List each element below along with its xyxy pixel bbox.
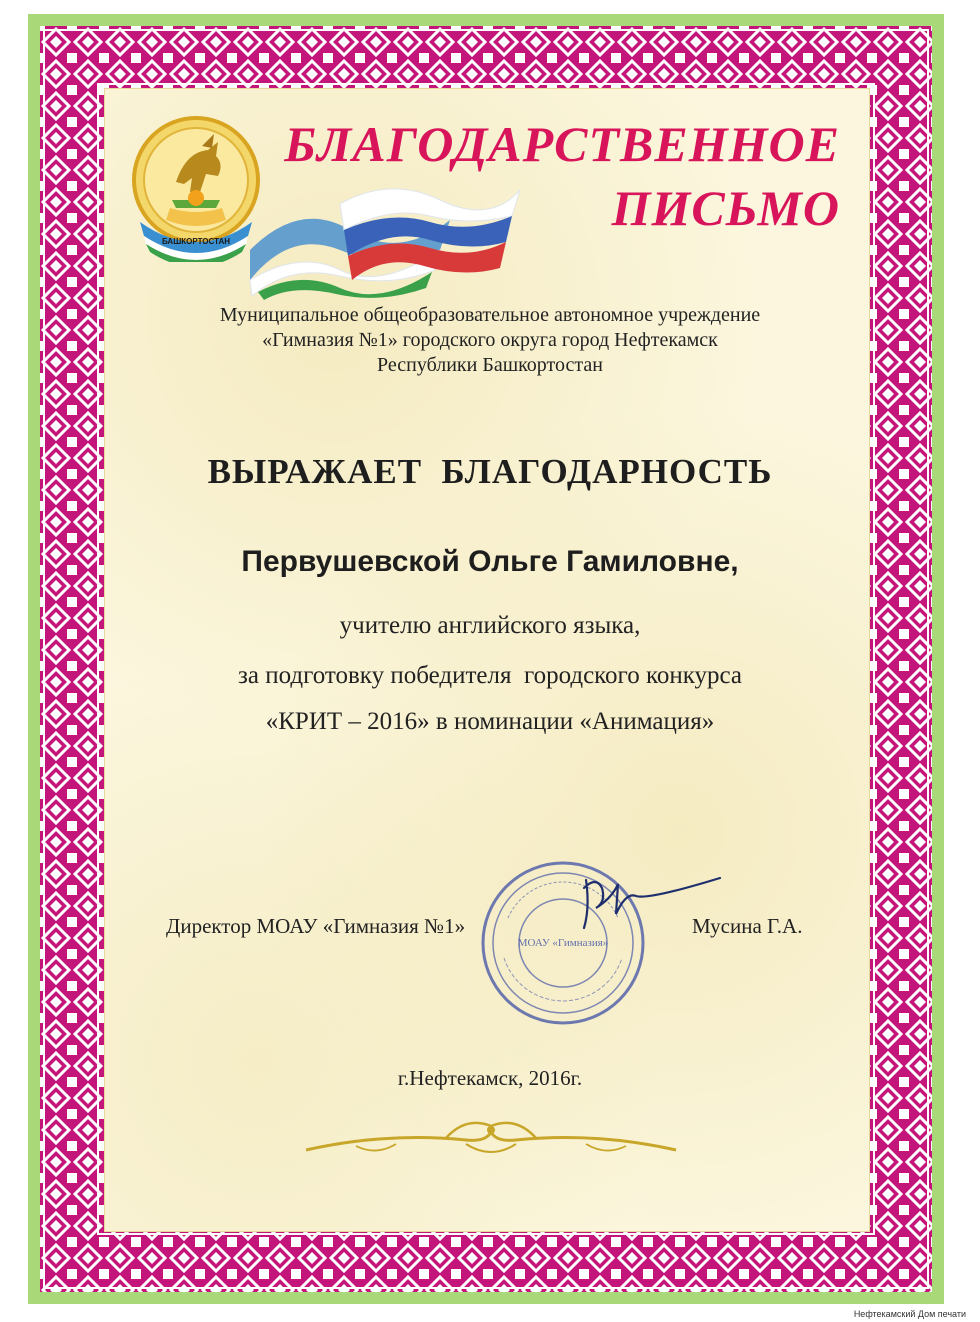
body-line-1: учителю английского языка, [339,612,641,639]
recipient-name: Первушевской Ольге Гамиловне, [241,545,739,578]
title-line-1: БЛАГОДАРСТВЕННОЕ [284,116,840,172]
svg-text:МОАУ «Гимназия»: МОАУ «Гимназия» [517,937,609,949]
title-line-2: ПИСЬМО [611,180,840,236]
printer-credit: Нефтекамский Дом печати [853,1309,966,1319]
body-line-2: за подготовку победителя городского конкурса [237,662,742,689]
director-title: Директор МОАУ «Гимназия №1» [166,914,466,938]
svg-text:БАШКОРТОСТАН: БАШКОРТОСТАН [161,237,231,246]
gold-flourish-icon [296,1110,686,1166]
director-name: Мусина Г.А. [692,914,803,938]
organization-line-3: Республики Башкортостан [377,354,603,376]
organization-line-2: «Гимназия №1» городского округа город Нефтекамск [262,329,718,351]
body-line-3: «КРИТ – 2016» в номинации «Анимация» [265,708,715,735]
place-date: г.Нефтекамск, 2016г. [397,1066,583,1090]
organization-block [130,303,850,378]
document-title [280,112,840,240]
thanks-heading: ВЫРАЖАЕТ БЛАГОДАРНОСТЬ [207,452,773,491]
organization-line-1: Муниципальное общеобразовательное автономное учреждение [219,304,761,326]
